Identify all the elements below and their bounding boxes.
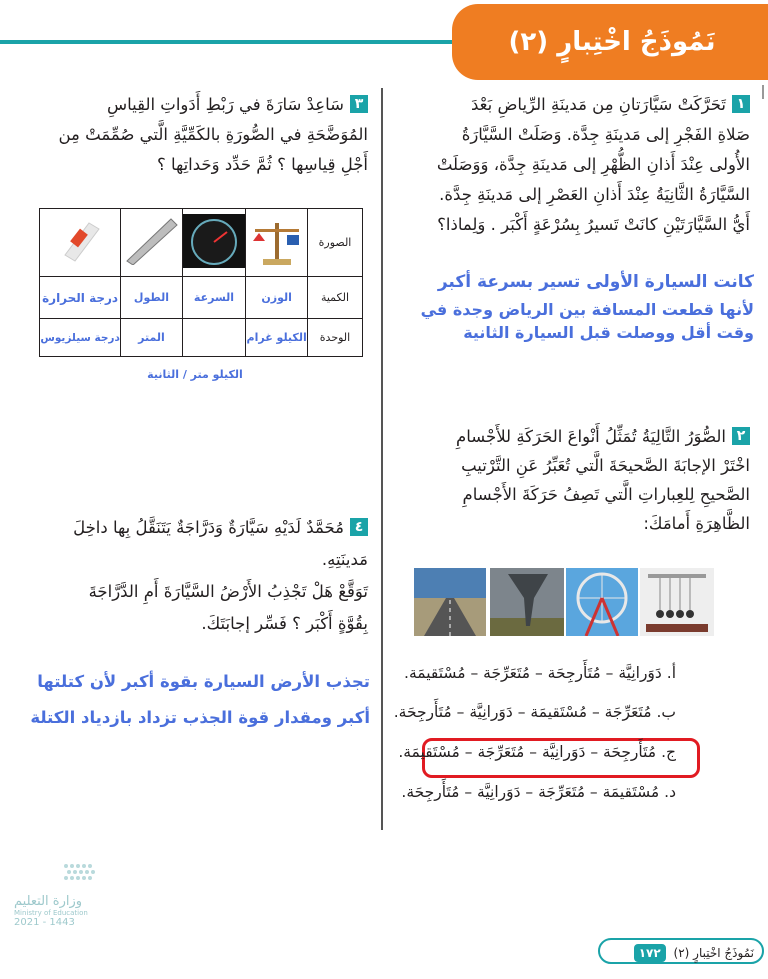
ministry-name-en: Ministry of Education <box>14 909 88 917</box>
answer-line: كانت السيارة الأولى تسير بسرعة أكبر <box>437 272 754 292</box>
question-line: مَدينَتِهِ. <box>321 550 368 569</box>
question-line: سَاعِدْ سَارَةَ في رَبْطِ أَدَواتِ القِياسِ <box>106 95 344 114</box>
row-label-quantity: الكمية <box>308 277 363 319</box>
quantity-cell: الطول <box>121 277 183 319</box>
ministry-logo <box>14 860 134 928</box>
page-footer <box>598 938 764 964</box>
row-label-image: الصورة <box>308 209 363 277</box>
question-4 <box>30 512 368 640</box>
tornado-image <box>490 568 564 636</box>
ministry-name-ar: وزارة التعليم <box>14 894 83 909</box>
page-number: ١٧٢ <box>634 944 666 962</box>
pendulum-image <box>640 568 714 636</box>
unit-cell: درجة سيلزيوس <box>40 319 121 357</box>
question-line: الظَّاهِرَةِ أَمامَكَ: <box>643 514 750 533</box>
footer-label: نَمُوذَجُ اخْتِبارٍ (٢) <box>673 946 754 960</box>
question-1 <box>412 90 750 240</box>
question-number: ١ <box>732 95 750 113</box>
quantity-cell: السرعة <box>182 277 246 319</box>
ruler-image <box>121 209 183 277</box>
choice-letter: ج. <box>661 743 676 761</box>
answer-4 <box>30 664 370 736</box>
question-line: تَحَرَّكَتْ سَيَّارَتانِ مِن مَدينَةِ الرِّياضِ بَعْدَ <box>471 95 726 114</box>
choice-letter: أ. <box>666 664 676 682</box>
question-line: المُوَضَّحَةِ في الصُّورَةِ بالكَمِّيَّةِ الَّتي صُمِّمَتْ مِن <box>58 125 368 144</box>
question-line: بِقُوَّةٍ أَكْبَر ؟ فَسِّر إجابَتَكَ. <box>201 614 368 633</box>
row-label-unit: الوحدة <box>308 319 363 357</box>
choice-letter: ب. <box>656 703 676 721</box>
question-number: ٣ <box>350 95 368 113</box>
question-3 <box>30 90 368 180</box>
choice-d[interactable] <box>376 783 676 801</box>
choice-text: دَوَرانِيَّة – مُتَأَرجِحَة – مُتَعَرِّجَة – مُسْتَقيمَة. <box>404 664 662 682</box>
question-line: الصَّحيحِ لِلعِباراتِ الَّتي تَصِفُ حَرَكَةَ الأَجْسامِ <box>462 485 750 504</box>
answer-line: أكبر ومقدار قوة الجذب تزداد بازدياد الكتلة <box>30 708 370 727</box>
speedometer-image <box>182 209 246 277</box>
choice-c[interactable] <box>376 743 676 761</box>
quantity-cell: الوزن <box>246 277 308 319</box>
answer-line: تجذب الأرض السيارة بقوة أكبر لأن كتلتها <box>37 672 370 691</box>
question-line: مُحَمَّدٌ لَدَيْهِ سَيَّارَةٌ وَدَرَّاجَةٌ يَتَنَقَّلُ بِها داخِلَ <box>73 518 344 537</box>
unit-cell: المتر <box>121 319 183 357</box>
question-line: تَوَقَّعْ هَلْ تَجْذِبُ الأَرْضُ السَّيَّارَةَ أَمِ الدَّرَّاجَةَ <box>88 582 368 601</box>
question-line: السَّيَّارَةُ الثَّانِيَةُ عِنْدَ أَذانِ العَصْرِ إلى مَدينَةِ جِدَّة. <box>439 185 750 204</box>
ministry-emblem-icon <box>14 860 114 890</box>
question-line: الأُولى عِنْدَ أَذانِ الظُّهْرِ إلى مَدينَةِ جِدَّة، وَوَصَلَتْ <box>436 155 750 174</box>
edition-years: 2021 - 1443 <box>14 917 75 928</box>
measurement-table <box>39 208 363 357</box>
question-number: ٤ <box>350 518 368 536</box>
scale-image <box>246 209 308 277</box>
quantity-cell: درجة الحرارة <box>40 277 121 319</box>
unit-cell: الكيلو غرام <box>246 319 308 357</box>
edge-mark <box>762 85 764 99</box>
question-line: الصُّوَرُ التَّالِيَةُ تُمَثِّلُ أَنْواعَ الحَرَكَةِ للأَجْسامِ <box>456 427 726 446</box>
choice-b[interactable] <box>376 703 676 721</box>
choice-text: مُسْتَقيمَة – مُتَعَرِّجَة – دَوَرانِيَّة – مُتَأَرجِحَة. <box>401 783 660 801</box>
thermometer-image <box>40 209 121 277</box>
unit-cell <box>182 319 246 357</box>
speed-unit-answer: الكيلو متر / الثانية <box>147 368 243 381</box>
answer-line: لأنها قطعت المسافة بين الرياض وجدة في <box>420 300 754 319</box>
answer-1 <box>412 266 754 344</box>
choice-text: مُتَعَرِّجَة – مُسْتَقيمَة – دَوَرانِيَّة – مُتَأَرجِحَة. <box>393 703 652 721</box>
ferris-wheel-image <box>566 568 638 636</box>
question-2 <box>412 422 750 538</box>
choice-letter: د. <box>664 783 676 801</box>
question-line: صَلاةِ الفَجْرِ إلى مَدينَةِ جِدَّة. وَصَلَتْ السَّيَّارَةُ <box>461 125 750 144</box>
question-line: أَجْلِ قِياسِها ؟ ثُمَّ حَدِّد وَحَداتِها ؟ <box>156 155 368 174</box>
question-number: ٢ <box>732 427 750 445</box>
page-title: نَمُوذَجُ اخْتِبارٍ (٢) <box>452 4 768 80</box>
choice-text: مُتَأَرجِحَة – دَوَرانِيَّة – مُتَعَرِّجَة – مُسْتَقيمَة. <box>398 743 657 761</box>
question-line: اخْتَرْ الإجابَةَ الصَّحيحَةَ الَّتي تُعَبِّرُ عَنِ التَّرْتيبِ <box>461 456 750 475</box>
road-image <box>414 568 486 636</box>
question-line: أَيُّ السَّيَّارَتَيْنِ كانَتْ تَسيرُ بِسُرْعَةٍ أَكْبَر . وَلِماذا؟ <box>437 215 750 234</box>
header-rule <box>0 40 470 44</box>
answer-line: وقت أقل ووصلت قبل السيارة الثانية <box>463 323 754 342</box>
choice-a[interactable] <box>376 664 676 682</box>
